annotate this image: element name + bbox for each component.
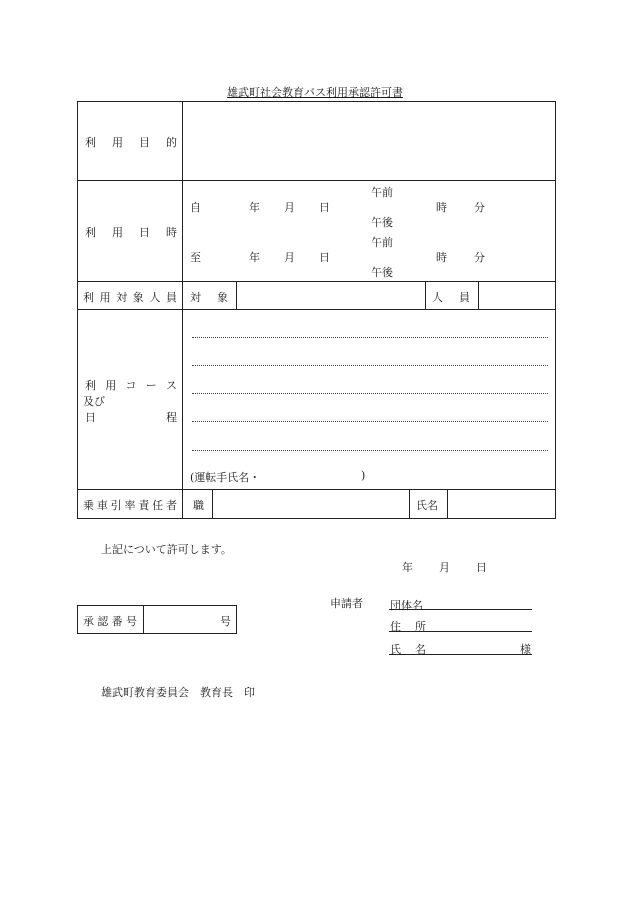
leader-post-field[interactable] [214, 491, 407, 517]
headcount-field[interactable] [480, 283, 554, 307]
course-line-2[interactable] [192, 365, 548, 366]
address-label: 住 所 [390, 620, 426, 633]
purpose-label: 利 用 目 的 [85, 136, 177, 149]
issuer-line: 雄武町教育委員会 教育長 印 [101, 686, 255, 699]
honorific-label: 様 [520, 643, 531, 656]
name-field[interactable] [389, 654, 532, 655]
date-from-day: 日 [319, 201, 330, 214]
approval-number-field[interactable] [145, 607, 219, 632]
leader-label: 乗 車 引 率 責 任 者 [83, 499, 177, 512]
date-label: 利 用 日 時 [85, 226, 177, 239]
course-line-4[interactable] [192, 421, 548, 422]
target-object-label: 対 象 [190, 291, 228, 304]
date-from-hour: 時 [436, 201, 447, 214]
date-to-month: 月 [284, 251, 295, 264]
course-label-line2: 及び [83, 395, 105, 408]
driver-name-close: ) [361, 469, 366, 482]
date-from-label: 自 [190, 201, 201, 214]
course-line-5[interactable] [192, 450, 548, 451]
date-to-minute: 分 [474, 251, 485, 264]
date-to-am: 午前 [371, 236, 393, 249]
leader-name-field[interactable] [449, 491, 554, 517]
name-label: 氏 名 [390, 643, 426, 656]
date-from-am: 午前 [371, 186, 393, 199]
date-to-label: 至 [190, 251, 201, 264]
date-from-year: 年 [249, 201, 260, 214]
leader-post-label: 職 [193, 499, 204, 512]
date-from-pm: 午後 [371, 216, 393, 229]
date-to-hour: 時 [436, 251, 447, 264]
permit-date-day: 日 [476, 561, 487, 574]
approval-number-label: 承 認 番 号 [83, 615, 137, 628]
permit-date-month: 月 [439, 561, 450, 574]
driver-name-label: (運転手氏名・ [190, 471, 261, 484]
target-object-field[interactable] [238, 283, 423, 307]
document-title: 雄武町社会教育バス利用承認許可書 [227, 86, 403, 99]
headcount-label: 人 員 [432, 291, 470, 304]
date-to-year: 年 [249, 251, 260, 264]
leader-name-label: 氏名 [416, 499, 438, 512]
course-label-line3: 日 程 [85, 411, 177, 424]
group-name-field[interactable] [389, 609, 532, 610]
course-line-3[interactable] [192, 393, 548, 394]
approval-number-suffix: 号 [220, 615, 231, 628]
date-to-day: 日 [319, 251, 330, 264]
course-line-1[interactable] [192, 337, 548, 338]
date-from-month: 月 [284, 201, 295, 214]
purpose-field[interactable] [184, 103, 554, 179]
applicant-label: 申請者 [330, 597, 363, 610]
permission-text: 上記について許可します。 [101, 543, 232, 556]
date-from-minute: 分 [474, 201, 485, 214]
group-name-label: 団体名 [390, 599, 423, 612]
date-to-pm: 午後 [371, 266, 393, 279]
permit-date-year: 年 [402, 561, 413, 574]
course-label-line1: 利 用 コ ー ス [85, 379, 177, 392]
target-label: 利 用 対 象 人 員 [83, 291, 177, 304]
address-field[interactable] [389, 631, 532, 632]
